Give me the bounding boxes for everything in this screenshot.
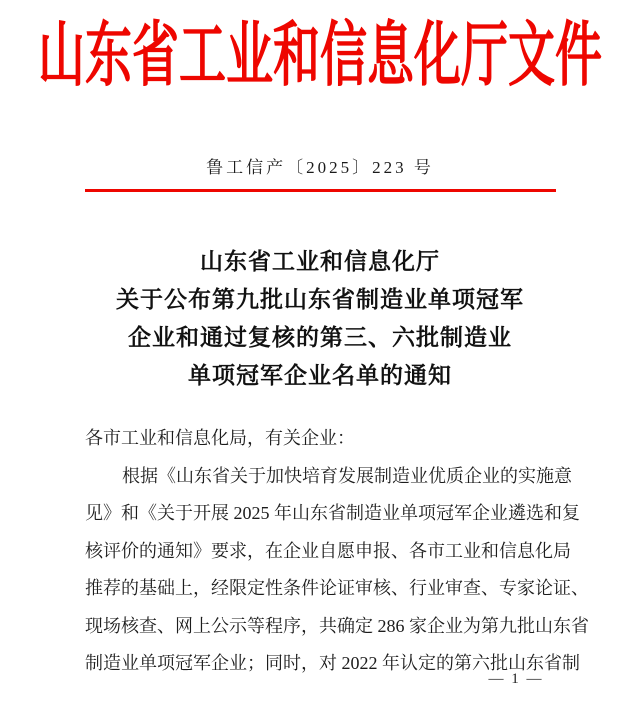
red-divider-line xyxy=(85,189,556,192)
body-text-line: 推荐的基础上，经限定性条件论证审核、行业审查、专家论证、 xyxy=(85,578,589,598)
red-header-masthead: 山东省工业和信息化厅文件 xyxy=(38,17,602,96)
body-text-line: 现场核查、网上公示等程序，共确定 286 家企业为第九批山东省 xyxy=(85,615,589,636)
document-title xyxy=(0,243,640,395)
body-text-line: 根据《山东省关于加快培育发展制造业优质企业的实施意 xyxy=(122,465,572,486)
body-text-line: 见》和《关于开展 2025 年山东省制造业单项冠军企业遴选和复 xyxy=(85,503,580,523)
document-title-line-2: 关于公布第九批山东省制造业单项冠军 xyxy=(116,287,524,312)
page-number: — 1 — xyxy=(488,671,544,687)
salutation-line: 各市工业和信息化局，有关企业： xyxy=(85,428,355,448)
document-title-line-3: 企业和通过复核的第三、六批制造业 xyxy=(128,325,512,350)
body-text-line: 核评价的通知》要求，在企业自愿申报、各市工业和信息化局 xyxy=(85,540,571,561)
body-text-line: 制造业单项冠军企业；同时，对 2022 年认定的第六批山东省制 xyxy=(85,653,580,673)
document-title-line-4: 单项冠军企业名单的通知 xyxy=(188,363,452,388)
document-body xyxy=(85,420,589,683)
document-title-line-1: 山东省工业和信息化厅 xyxy=(200,249,440,274)
document-number: 鲁工信产〔2025〕223 号 xyxy=(206,158,434,177)
